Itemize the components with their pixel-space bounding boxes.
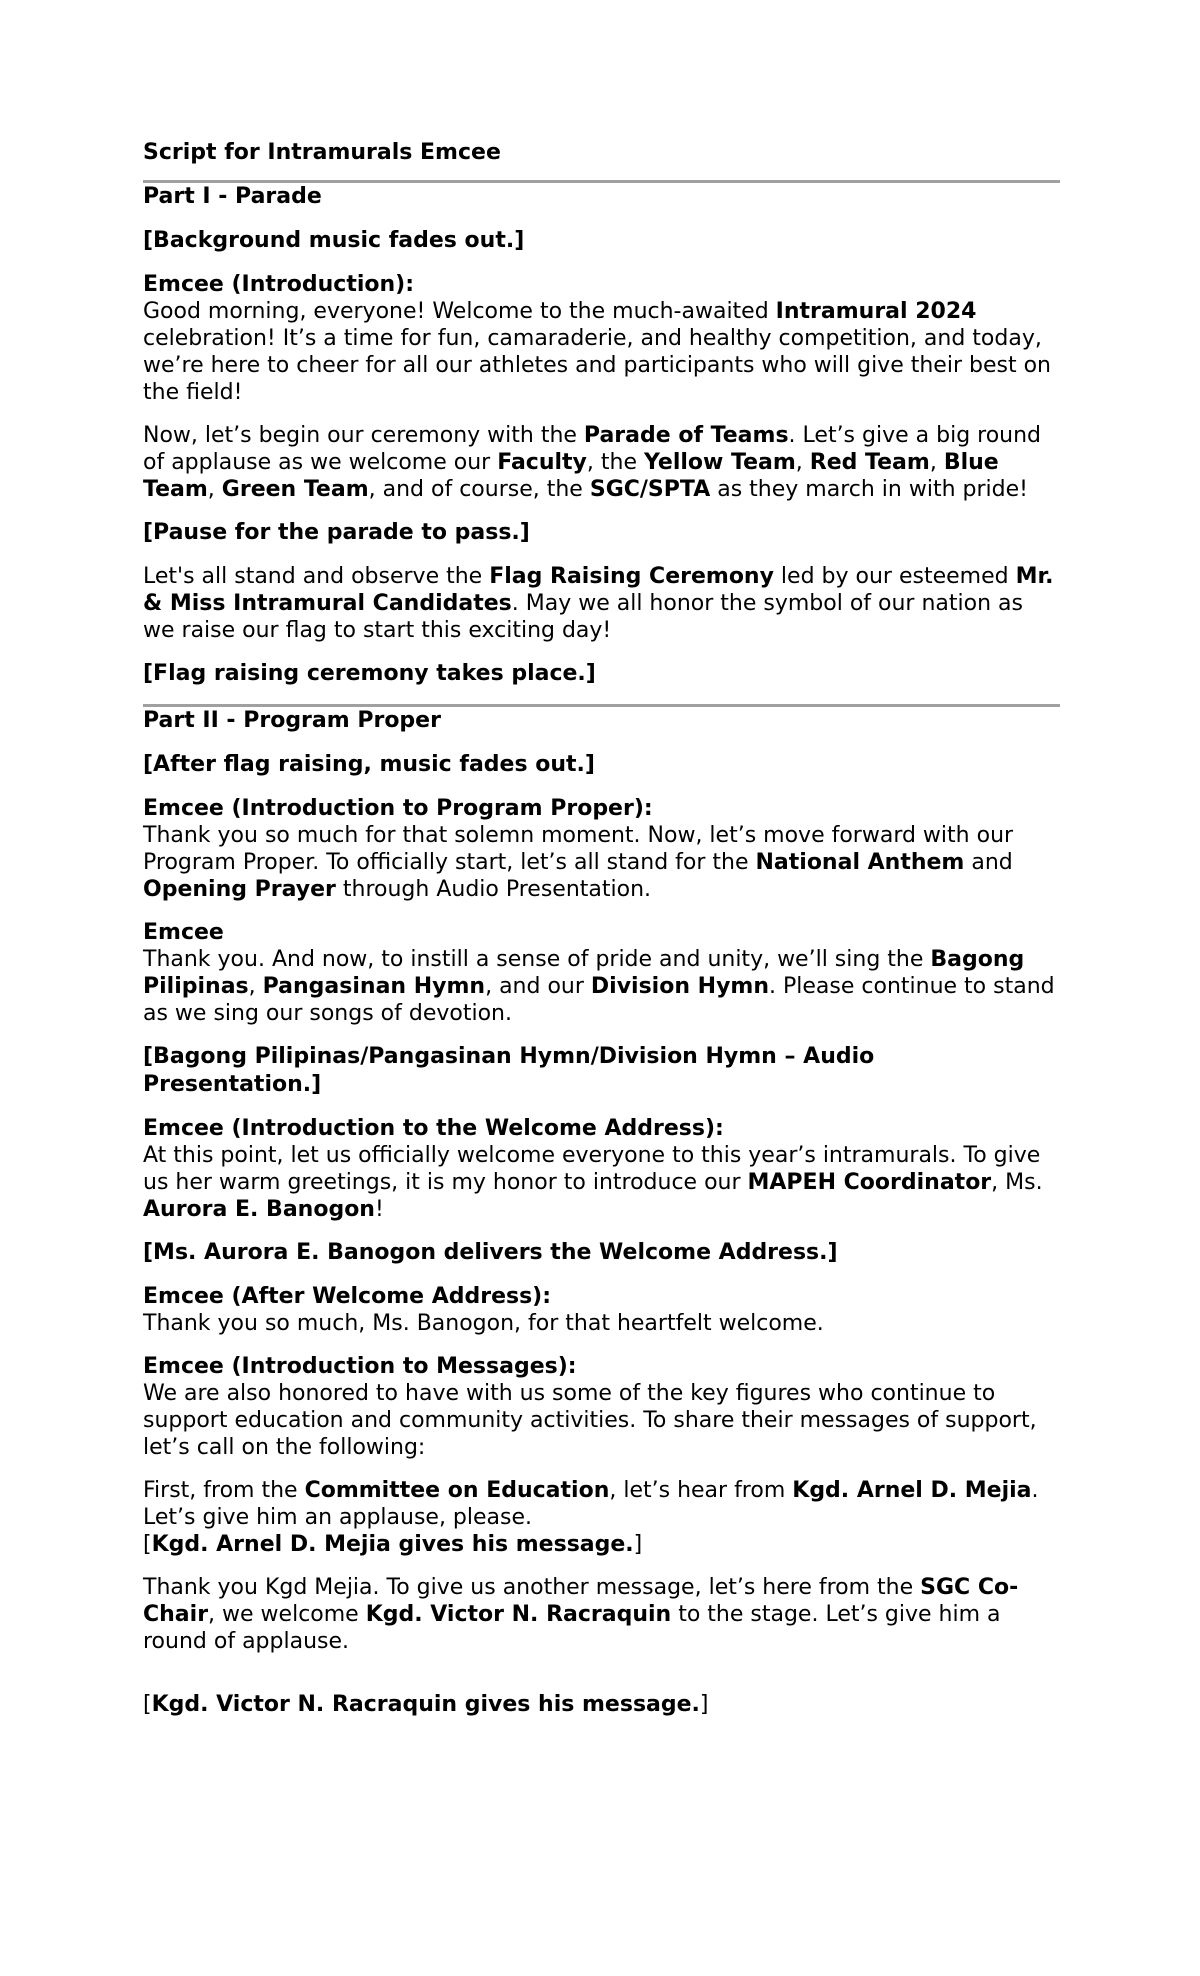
- part2-heading: Part II - Program Proper: [143, 708, 441, 733]
- stage-direction-flag: [Flag raising ceremony takes place.]: [143, 661, 596, 686]
- after-welcome: Emcee (After Welcome Address): Thank you so much, Ms. Banogon, for that heartfelt welcome.: [143, 1283, 1060, 1337]
- stage-direction-hymns: [Bagong Pilipinas/Pangasinan Hymn/Division Hymn – Audio Presentation.]: [143, 1044, 875, 1097]
- emcee-introduction: Emcee (Introduction): Good morning, everyone! Welcome to the much-awaited Intramural 2024 celebration! It’s a time for fun, camaraderie, and healthy competition, and today, we’re here to cheer for all our athletes and participants who will give their best on the field!: [143, 271, 1060, 406]
- program-proper-intro: Emcee (Introduction to Program Proper): Thank you so much for that solemn moment. Now, let’s move forward with our Program Proper. To officially start, let’s all stand for the National Anthem and Opening Prayer through Audio Presentation.: [143, 795, 1060, 903]
- emcee-label: Emcee (Introduction to Messages):: [143, 1354, 577, 1379]
- first-message-intro: First, from the Committee on Education, let’s hear from Kgd. Arnel D. Mejia. Let’s give him an applause, please. [Kgd. Arnel D. Mejia gives his message.]: [143, 1478, 1039, 1557]
- part1-heading: Part I - Parade: [143, 184, 322, 209]
- parade-paragraph: Now, let’s begin our ceremony with the Parade of Teams. Let’s give a big round of applause as we welcome our Faculty, the Yellow Team, Red Team, Blue Team, Green Team, and of course, the SGC/SPTA as they march in with pride!: [143, 423, 1042, 502]
- document-title: Script for Intramurals Emcee: [143, 140, 501, 165]
- stage-direction-parade: [Pause for the parade to pass.]: [143, 520, 530, 545]
- flag-raising-paragraph: Let's all stand and observe the Flag Raising Ceremony led by our esteemed Mr. & Miss Intramural Candidates. May we all honor the symbol of our nation as we raise our flag to start this exciting day!: [143, 564, 1054, 643]
- messages-intro: Emcee (Introduction to Messages): We are also honored to have with us some of the key figures who continue to support education and community activities. To share their messages of support, let’s call on the following:: [143, 1353, 1060, 1461]
- emcee-label: Emcee: [143, 920, 224, 945]
- emcee-label: Emcee (Introduction to Program Proper):: [143, 796, 653, 821]
- stage-direction-welcome: [Ms. Aurora E. Banogon delivers the Welcome Address.]: [143, 1240, 838, 1265]
- emcee-label: Emcee (After Welcome Address):: [143, 1284, 552, 1309]
- emphasis: Intramural 2024: [775, 299, 977, 324]
- welcome-address-intro: Emcee (Introduction to the Welcome Address): At this point, let us officially welcome everyone to this year’s intramurals. To give us her warm greetings, it is my honor to introduce our MAPEH Coordinator, Ms. Aurora E. Banogon!: [143, 1115, 1060, 1223]
- emcee-label: Emcee (Introduction):: [143, 272, 415, 297]
- hymns-intro: Emcee Thank you. And now, to instill a sense of pride and unity, we’ll sing the Bagong Pilipinas, Pangasinan Hymn, and our Division Hymn. Please continue to stand as we sing our songs of devotion.: [143, 919, 1060, 1027]
- stage-direction-music-fade: [Background music fades out.]: [143, 228, 525, 253]
- emcee-label: Emcee (Introduction to the Welcome Address):: [143, 1116, 724, 1141]
- stage-direction-racraquin: [Kgd. Victor N. Racraquin gives his message.]: [143, 1692, 709, 1717]
- second-message-intro: Thank you Kgd Mejia. To give us another message, let’s here from the SGC Co-Chair, we welcome Kgd. Victor N. Racraquin to the stage. Let’s give him a round of applause.: [143, 1575, 1019, 1654]
- stage-direction-after-flag: [After flag raising, music fades out.]: [143, 752, 595, 777]
- stage-direction-mejia: [Kgd. Arnel D. Mejia gives his message.]: [143, 1532, 643, 1557]
